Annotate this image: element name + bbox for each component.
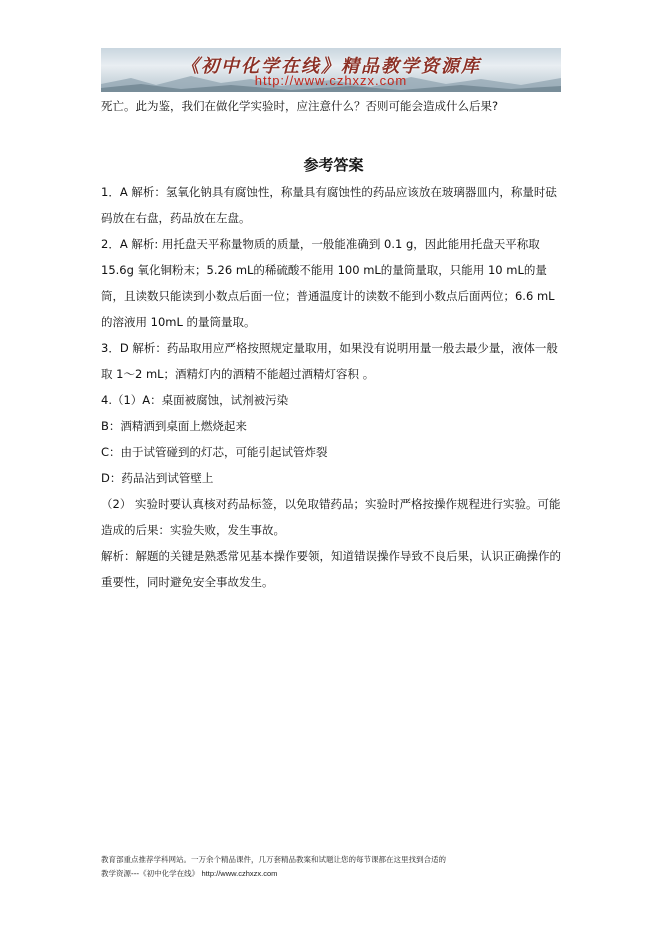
- footer-url-link[interactable]: http://www.czhxzx.com: [201, 869, 278, 878]
- answer-4-d: D：药品沾到试管壁上: [101, 471, 214, 485]
- answer-4-c: C：由于试管碰到的灯芯，可能引起试管炸裂: [101, 445, 328, 459]
- answer-4-part-2: （2） 实验时要认真核对药品标签，以免取错药品；实验时严格按操作规程进行实验。可能造成的后果：实验失败，发生事故。: [101, 497, 561, 537]
- page-footer: [101, 853, 571, 881]
- footer-line-2: [101, 867, 571, 881]
- banner-url[interactable]: http://www.czhxzx.com: [254, 73, 408, 88]
- answer-3: 3．D 解析：药品取用应严格按照规定量取用，如果没有说明用量一般去最少量，液体一般取 1～2 mL；酒精灯内的酒精不能超过酒精灯容积 。: [101, 341, 558, 381]
- banner-title: 《初中化学在线》精品教学资源库: [181, 56, 481, 77]
- footer-source: 教学资源---《初中化学在线》: [101, 869, 200, 878]
- intro-line: 死亡。此为鉴，我们在做化学实验时，应注意什么？否则可能会造成什么后果?: [101, 99, 499, 113]
- answer-4-b: B：酒精洒到桌面上燃烧起来: [101, 419, 247, 433]
- answer-2: 2．A 解析: 用托盘天平称量物质的质量，一般能准确到 0.1 g，因此能用托盘天平称取 15.6g 氧化铜粉末；5.26 mL的稀硫酸不能用 100 mL的量筒量取，只能用 10 mL的量筒，且读数只能读到小数点后面一位；普通温度计的读数不能到小数点后面两位；6.6 mL的溶液用 10mL 的量筒量取。: [101, 237, 555, 329]
- footer-line-1: 教育部重点推荐学科网站。一万余个精品课件，几万套精品教案和试题让您的每节课都在这里找到合适的: [101, 855, 446, 864]
- answer-4-a: 4.（1）A：桌面被腐蚀，试剂被污染: [101, 393, 289, 407]
- section-title: 参考答案: [303, 156, 364, 174]
- header-banner: [101, 48, 561, 92]
- answer-4-analysis: 解析：解题的关键是熟悉常见基本操作要领，知道错误操作导致不良后果，认识正确操作的重要性，同时避免安全事故发生。: [101, 549, 561, 589]
- document-body: [101, 93, 566, 595]
- answer-1: 1．A 解析：氢氧化钠具有腐蚀性，称量具有腐蚀性的药品应该放在玻璃器皿内，称量时砝码放在右盘，药品放在左盘。: [101, 185, 557, 225]
